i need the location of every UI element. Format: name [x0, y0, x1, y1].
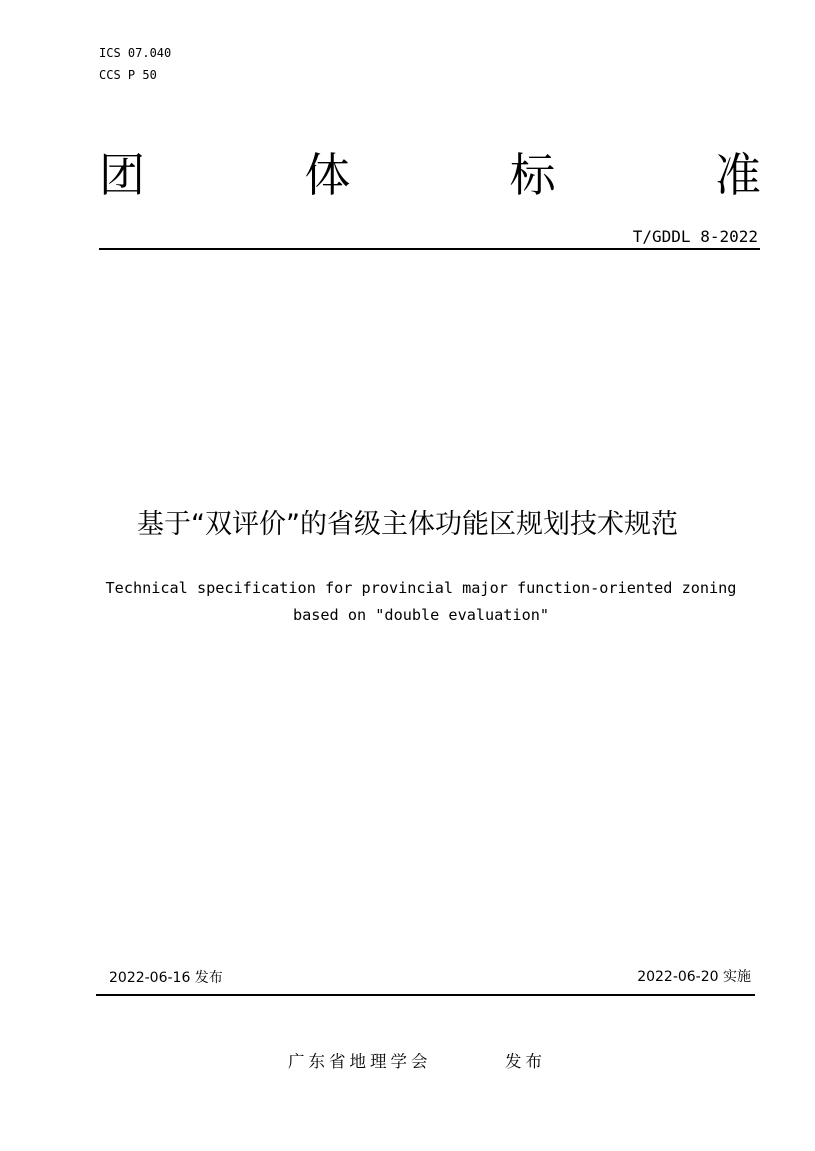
classification-codes: [99, 42, 171, 86]
english-title-line: based on "double evaluation": [292, 606, 550, 624]
ccs-code: CCS P 50: [99, 68, 157, 82]
document-title-english: [0, 575, 815, 629]
standard-type-heading: [99, 140, 761, 210]
implementation-date: 2022-06-20 实施: [637, 969, 751, 985]
release-date: 2022-06-16 发布: [109, 970, 223, 986]
top-divider: [99, 248, 760, 250]
document-title-chinese: 基于“双评价”的省级主体功能区规划技术规范: [137, 509, 678, 540]
ics-code: ICS 07.040: [99, 46, 172, 60]
standard-type-char: 准: [714, 148, 761, 202]
standard-type-char: 团: [99, 148, 145, 202]
publisher-suffix: 发布: [505, 1052, 546, 1071]
standard-type-char: 体: [304, 148, 351, 202]
standard-number: T/GDDL 8-2022: [632, 227, 758, 246]
english-title-line: Technical specification for provincial major function-oriented zoning: [105, 579, 737, 597]
bottom-divider: [96, 994, 755, 996]
standard-type-char: 标: [509, 148, 556, 202]
publisher-name: 广东省地理学会: [288, 1052, 432, 1071]
